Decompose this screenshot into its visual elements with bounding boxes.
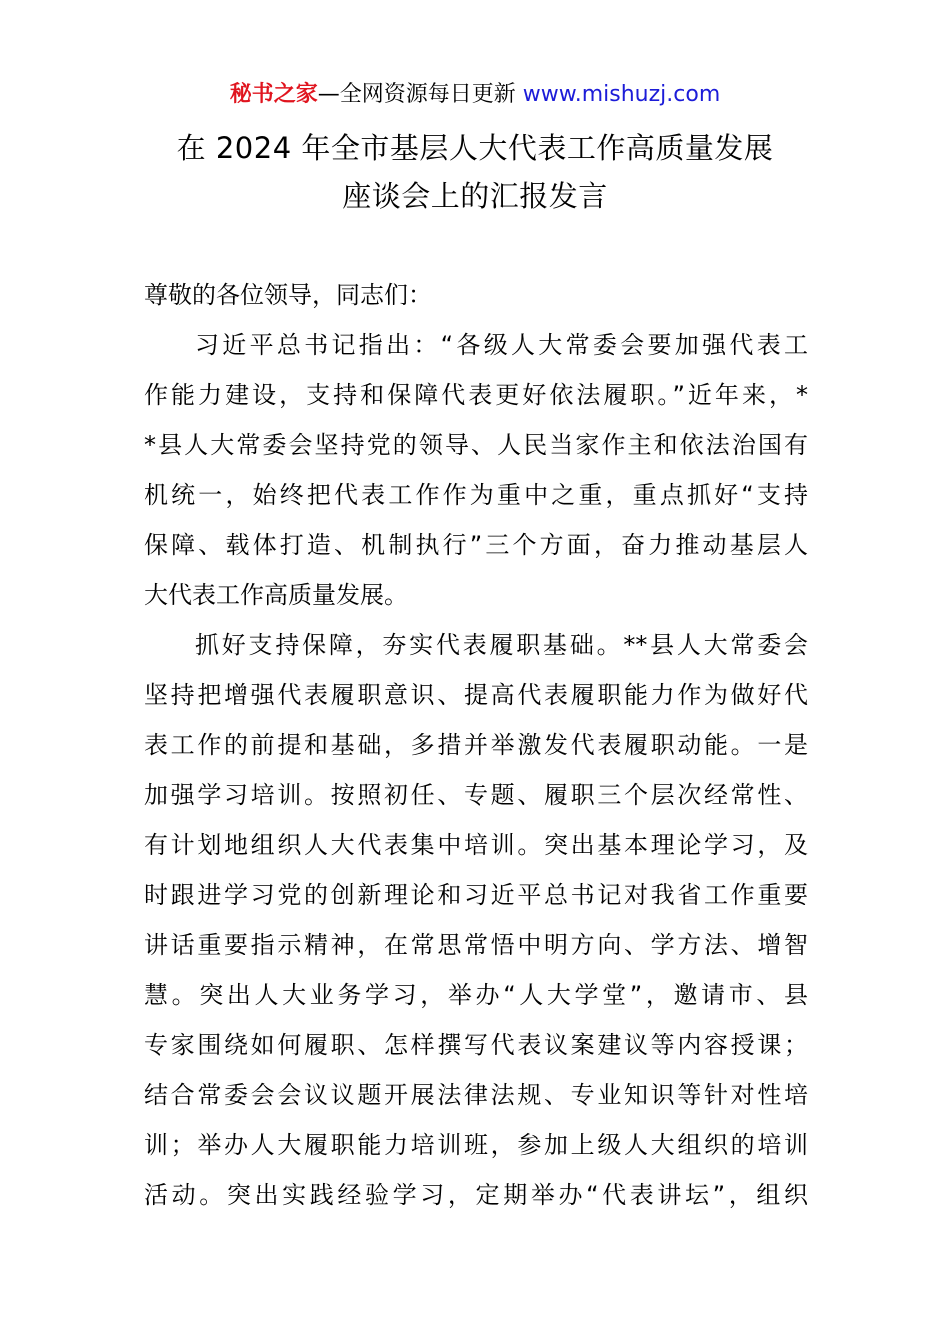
brand-name: 秘书之家 [229,82,318,107]
document-title-line-2: 座谈会上的汇报发言 [342,179,608,213]
paragraph-line: 有计划地组织人大代表集中培训。突出基本理论学习，及 [144,831,808,859]
paragraph-1 [144,320,808,620]
paragraph-line: 大代表工作高质量发展。 [144,581,408,609]
paragraph-line: 慧。突出人大业务学习，举办“人大学堂”，邀请市、县 [144,981,808,1009]
header-tagline: —全网资源每日更新 [317,82,523,107]
paragraph-line: 讲话重要指示精神，在常思常悟中明方向、学方法、增智 [144,931,808,959]
paragraph-2 [144,620,808,1220]
paragraph-line: 训；举办人大履职能力培训班，参加上级人大组织的培训 [144,1131,808,1159]
document-title-line-1: 在 2024 年全市基层人大代表工作高质量发展 [176,131,774,165]
salutation: 尊敬的各位领导，同志们： [144,281,432,309]
paragraph-line: 结合常委会会议议题开展法律法规、专业知识等针对性培 [144,1081,808,1109]
paragraph-line: 时跟进学习党的创新理论和习近平总书记对我省工作重要 [144,881,808,909]
paragraph-line: 加强学习培训。按照初任、专题、履职三个层次经常性、 [144,781,808,809]
paragraph-line: 活动。突出实践经验学习，定期举办“代表讲坛”，组织 [144,1181,808,1209]
paragraph-line: 专家围绕如何履职、怎样撰写代表议案建议等内容授课； [144,1031,808,1059]
site-url-link[interactable]: www.mishuzj.com [522,82,721,107]
paragraph-line: 保障、载体打造、机制执行”三个方面，奋力推动基层人 [144,531,808,559]
site-header [0,80,950,110]
paragraph-line: 习近平总书记指出：“各级人大常委会要加强代表工 [195,331,808,359]
paragraph-line: 作能力建设，支持和保障代表更好依法履职。”近年来，* [144,381,808,409]
document-body [144,270,808,1220]
paragraph-line: 机统一，始终把代表工作作为重中之重，重点抓好“支持 [144,481,808,509]
paragraph-line: *县人大常委会坚持党的领导、人民当家作主和依法治国有 [144,431,808,459]
paragraph-line: 抓好支持保障，夯实代表履职基础。**县人大常委会 [195,631,808,659]
paragraph-line: 坚持把增强代表履职意识、提高代表履职能力作为做好代 [144,681,808,709]
paragraph-line: 表工作的前提和基础，多措并举激发代表履职动能。一是 [144,731,808,759]
